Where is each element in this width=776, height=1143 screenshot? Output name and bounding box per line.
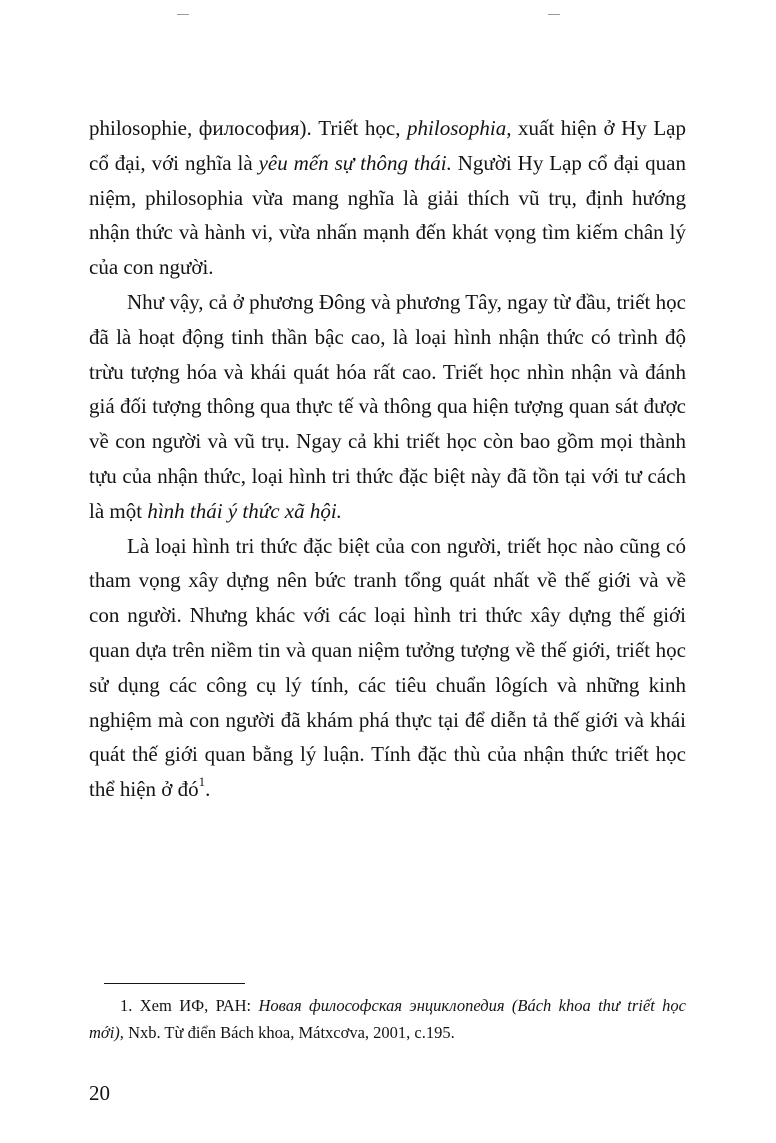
paragraph-2 bbox=[89, 285, 686, 529]
body-text bbox=[89, 111, 686, 807]
text-run: Nxb. Từ điển Bách khoa, Mátxcơva, 2001, c.195. bbox=[123, 1023, 455, 1042]
text-run: Là loại hình tri thức đặc biệt của con người, triết học nào cũng có tham vọng xây dựng nên bức tranh tổng quát nhất về thế giới và về con người. Nhưng khác với các loại hình tri thức xây dựng thế giới quan dựa trên niềm tin và quan niệm tưởng tượng về thế giới, triết học sử dụng các công cụ lý tính, các tiêu chuẩn lôgích và những kinh nghiệm mà con người đã khám phá thực tại để diễn tả thế giới và khái quát thế giới quan bằng lý luận. Tính đặc thù của nhận thức triết học thể hiện ở đó bbox=[89, 533, 686, 802]
text-run: Người Hy Lạp cổ đại quan niệm, philosophia vừa mang nghĩa là giải thích vũ trụ, định hướng nhận thức và hành vi, vừa nhấn mạnh đến khát vọng tìm kiếm chân lý của con người. bbox=[89, 150, 686, 280]
footnote bbox=[89, 992, 686, 1046]
paragraph-3 bbox=[89, 529, 686, 807]
text-run-italic: Новая философская энциклопедия (Bách khoa thư triết học mới), bbox=[89, 996, 686, 1042]
page-number: 20 bbox=[89, 1081, 110, 1105]
text-run: . bbox=[205, 777, 211, 802]
paragraph-1 bbox=[89, 111, 686, 285]
footnote-ref: 1 bbox=[198, 774, 206, 790]
text-run: Như vậy, cả ở phương Đông và phương Tây, ngay từ đầu, triết học đã là hoạt động tinh thần bậc cao, là loại hình nhận thức có trình độ trừu tượng hóa và khái quát hóa rất cao. Triết học nhìn nhận và đánh giá đối tượng thông qua thực tế và thông qua hiện tượng quan sát được về con người và vũ trụ. Ngay cả khi triết học còn bao gồm mọi thành tựu của nhận thức, loại hình tri thức đặc biệt này đã tồn tại với tư cách là một bbox=[89, 289, 686, 523]
footnote-divider bbox=[104, 983, 245, 984]
crop-mark-right bbox=[548, 14, 560, 15]
text-run: philosophie, философия). Triết học, bbox=[89, 116, 408, 140]
text-run-italic: philosophia, bbox=[407, 116, 512, 140]
text-run: xuất hiện ở Hy Lạp cổ đại, với nghĩa là bbox=[89, 116, 687, 175]
crop-mark-left bbox=[177, 14, 189, 15]
text-run: 1. Xem ИФ, РАН: bbox=[120, 996, 259, 1015]
text-run-italic: hình thái ý thức xã hội. bbox=[147, 498, 342, 523]
text-run-italic: yêu mến sự thông thái. bbox=[258, 150, 452, 175]
